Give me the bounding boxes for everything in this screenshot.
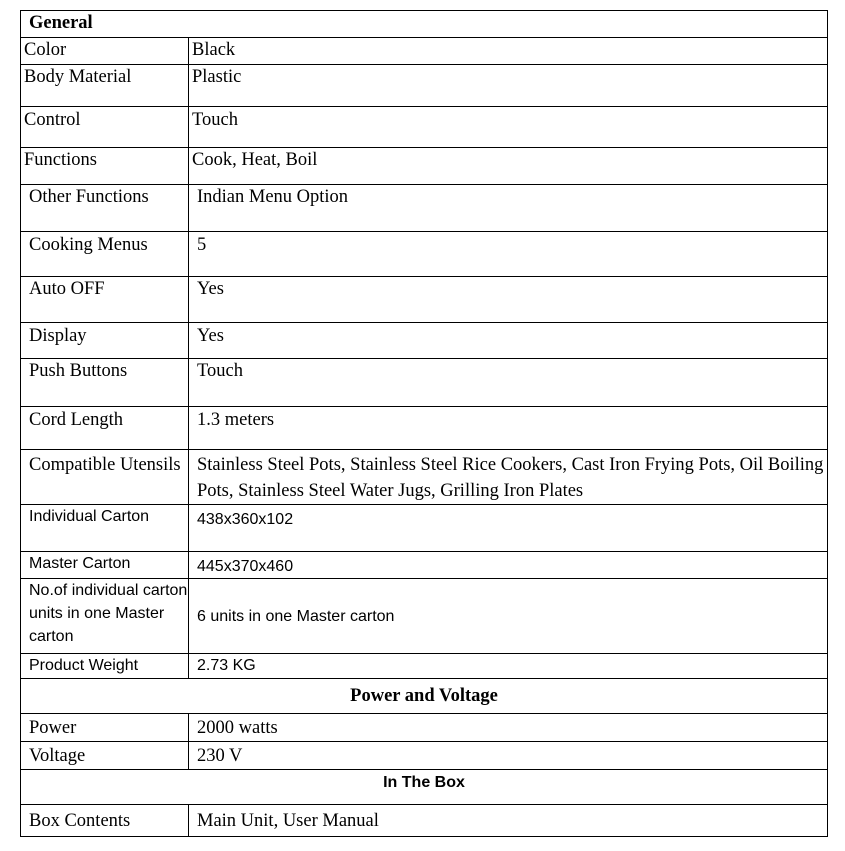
table-row — [21, 552, 828, 579]
spec-label: Cooking Menus — [21, 232, 189, 277]
spec-label: Push Buttons — [21, 359, 189, 407]
spec-value: 438x360x102 — [189, 505, 828, 552]
table-row — [21, 742, 828, 770]
section-heading: In The Box — [21, 770, 828, 805]
section-heading: Power and Voltage — [21, 679, 828, 714]
spec-value: Indian Menu Option — [189, 185, 828, 232]
spec-value: 2000 watts — [189, 714, 828, 742]
table-row — [21, 232, 828, 277]
table-row — [21, 579, 828, 654]
spec-value: 230 V — [189, 742, 828, 770]
table-row — [21, 148, 828, 185]
table-row — [21, 654, 828, 679]
spec-label: Control — [21, 107, 189, 148]
section-header-power — [21, 679, 828, 714]
spec-value: 6 units in one Master carton — [189, 579, 828, 654]
spec-label: Product Weight — [21, 654, 189, 679]
spec-label: Compatible Utensils — [21, 450, 189, 505]
spec-label: Master Carton — [21, 552, 189, 579]
spec-value: Main Unit, User Manual — [189, 805, 828, 837]
spec-value: Black — [189, 38, 828, 65]
spec-value: Touch — [189, 359, 828, 407]
table-row — [21, 505, 828, 552]
spec-value: Yes — [189, 277, 828, 323]
spec-value: Cook, Heat, Boil — [189, 148, 828, 185]
section-heading: General — [21, 11, 828, 38]
table-row — [21, 107, 828, 148]
spec-label: Box Contents — [21, 805, 189, 837]
spec-label: Auto OFF — [21, 277, 189, 323]
table-row — [21, 65, 828, 107]
spec-label: Functions — [21, 148, 189, 185]
table-row — [21, 323, 828, 359]
table-row — [21, 714, 828, 742]
section-header-general — [21, 11, 828, 38]
spec-value: Yes — [189, 323, 828, 359]
spec-value: Touch — [189, 107, 828, 148]
section-header-in-the-box — [21, 770, 828, 805]
spec-label: Voltage — [21, 742, 189, 770]
spec-value: 2.73 KG — [189, 654, 828, 679]
table-row — [21, 38, 828, 65]
spec-label: Body Material — [21, 65, 189, 107]
spec-value: 5 — [189, 232, 828, 277]
spec-label: Display — [21, 323, 189, 359]
table-row — [21, 277, 828, 323]
spec-label: Individual Carton — [21, 505, 189, 552]
spec-label: Power — [21, 714, 189, 742]
table-row — [21, 805, 828, 837]
spec-value: Plastic — [189, 65, 828, 107]
spec-value: Stainless Steel Pots, Stainless Steel Rice Cookers, Cast Iron Frying Pots, Oil Boiling Pots, Stainless Steel Water Jugs, Grilling Iron Plates — [189, 450, 828, 505]
spec-value: 1.3 meters — [189, 407, 828, 450]
specification-table — [20, 10, 828, 837]
spec-label: Cord Length — [21, 407, 189, 450]
spec-label: No.of individual carton units in one Master carton — [21, 579, 189, 654]
table-row — [21, 185, 828, 232]
spec-value: 445x370x460 — [189, 552, 828, 579]
spec-label: Color — [21, 38, 189, 65]
table-row — [21, 450, 828, 505]
table-row — [21, 407, 828, 450]
spec-label: Other Functions — [21, 185, 189, 232]
table-row — [21, 359, 828, 407]
